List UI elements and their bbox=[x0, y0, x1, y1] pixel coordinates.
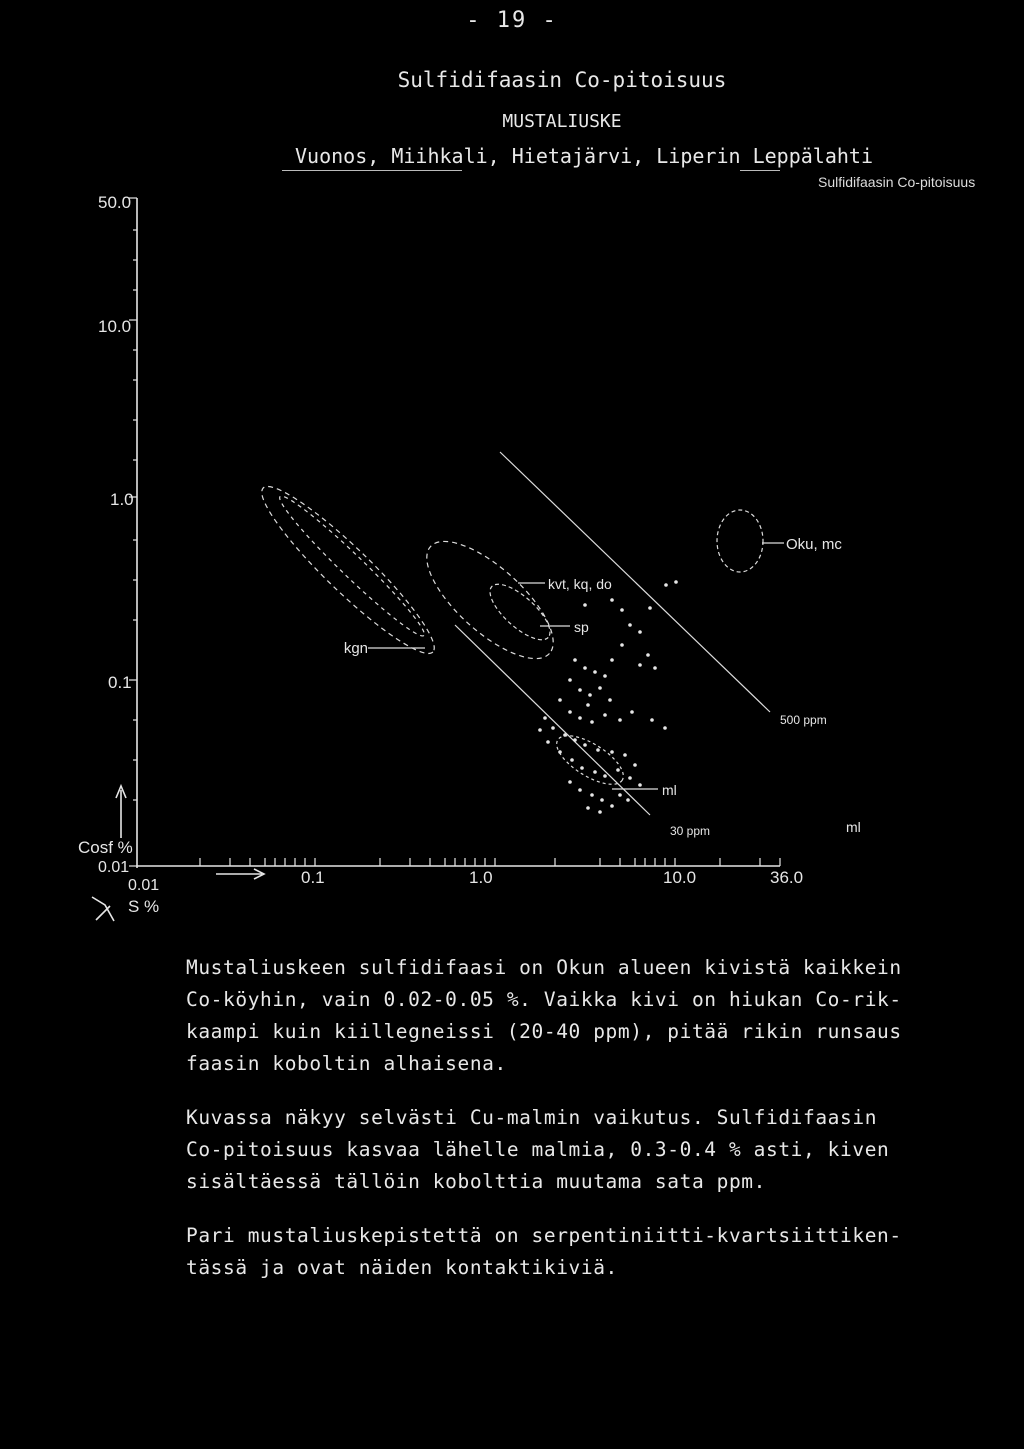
sp-region-outline bbox=[482, 575, 559, 648]
y-tick-label: 0.01 bbox=[98, 859, 130, 876]
corner-marker bbox=[92, 897, 114, 921]
text-line: kaampi kuin kiillegneissi (20-40 ppm), pitää rikin runsaus bbox=[186, 1020, 902, 1043]
data-point bbox=[638, 663, 642, 667]
x-axis-label: S % bbox=[128, 897, 160, 916]
y-tick-label: 10.0 bbox=[98, 317, 132, 336]
data-point bbox=[568, 710, 572, 714]
x-tick-label: 10.0 bbox=[663, 868, 697, 887]
annotation-oku: Oku, mc bbox=[786, 536, 842, 553]
corner-marker-stroke bbox=[96, 906, 110, 920]
data-point bbox=[610, 750, 614, 754]
data-point bbox=[646, 653, 650, 657]
data-point bbox=[653, 666, 657, 670]
body-text bbox=[186, 952, 966, 1284]
y-axis-label: Cosf % bbox=[78, 838, 133, 857]
page-number: - 19 - bbox=[466, 8, 558, 33]
data-point bbox=[626, 798, 630, 802]
data-point bbox=[638, 783, 642, 787]
text-line: Co-köyhin, vain 0.02-0.05 %. Vaikka kivi on hiukan Co-rik- bbox=[186, 988, 902, 1011]
annotation-kvt: kvt, kq, do bbox=[548, 576, 612, 592]
data-point bbox=[610, 804, 614, 808]
paragraph bbox=[186, 1220, 966, 1284]
data-point bbox=[650, 718, 654, 722]
y-tick-label: 0.1 bbox=[108, 673, 132, 692]
kgn-inner-outline bbox=[272, 489, 431, 644]
data-point bbox=[593, 770, 597, 774]
data-point bbox=[663, 726, 667, 730]
data-point bbox=[583, 743, 587, 747]
data-point bbox=[588, 693, 592, 697]
x-tick-label: 0.01 bbox=[128, 877, 160, 894]
data-point bbox=[583, 603, 587, 607]
text-line: Pari mustaliuskepistettä on serpentiniitti-kvartsiittiken- bbox=[186, 1224, 902, 1247]
figure-locations: Vuonos, Miihkali, Hietajärvi, Liperin Leppälahti bbox=[295, 144, 873, 168]
text-line: Kuvassa näkyy selvästi Cu-malmin vaikutus. Sulfidifaasin bbox=[186, 1106, 878, 1129]
data-point bbox=[603, 674, 607, 678]
figure-title: Sulfidifaasin Co-pitoisuus bbox=[397, 68, 727, 92]
data-point bbox=[551, 726, 555, 730]
annotation-30ppm: 30 ppm bbox=[670, 824, 711, 838]
data-point bbox=[610, 598, 614, 602]
data-point bbox=[573, 738, 577, 742]
data-point bbox=[598, 686, 602, 690]
data-point bbox=[616, 768, 620, 772]
annotation-ml-legend: ml bbox=[846, 819, 861, 835]
data-point bbox=[568, 678, 572, 682]
data-point bbox=[586, 806, 590, 810]
data-point bbox=[618, 718, 622, 722]
oku-region-outline bbox=[717, 510, 763, 572]
data-point bbox=[628, 776, 632, 780]
data-point bbox=[568, 780, 572, 784]
data-point bbox=[573, 658, 577, 662]
annotation-500ppm: 500 ppm bbox=[780, 713, 827, 727]
data-point bbox=[593, 670, 597, 674]
text-line: Mustaliuskeen sulfidifaasi on Okun alueen kivistä kaikkein bbox=[186, 956, 902, 979]
data-point bbox=[618, 793, 622, 797]
data-point bbox=[598, 810, 602, 814]
data-point bbox=[610, 658, 614, 662]
data-point bbox=[603, 713, 607, 717]
kvt-region-outline bbox=[409, 523, 571, 678]
data-point bbox=[664, 583, 668, 587]
chart-label: Sulfidifaasin Co-pitoisuus bbox=[818, 174, 976, 190]
data-point bbox=[546, 740, 550, 744]
data-point bbox=[570, 758, 574, 762]
data-point bbox=[638, 630, 642, 634]
isoline-500ppm bbox=[500, 452, 770, 712]
data-point bbox=[558, 750, 562, 754]
text-line: tässä ja ovat näiden kontaktikiviä. bbox=[186, 1256, 618, 1279]
text-line: sisältäessä tällöin kobolttia muutama sata ppm. bbox=[186, 1170, 766, 1193]
data-point bbox=[630, 710, 634, 714]
data-point bbox=[538, 728, 542, 732]
y-tick-label: 50.0 bbox=[98, 193, 132, 212]
kgn-region-outline bbox=[248, 472, 448, 668]
text-line: faasin koboltin alhaisena. bbox=[186, 1052, 507, 1075]
paragraph bbox=[186, 1102, 966, 1198]
data-point bbox=[628, 623, 632, 627]
y-tick-label: 1.0 bbox=[110, 490, 134, 509]
data-point bbox=[578, 788, 582, 792]
annotation-sp: sp bbox=[574, 619, 589, 635]
data-point bbox=[583, 666, 587, 670]
data-point bbox=[558, 698, 562, 702]
data-point bbox=[590, 720, 594, 724]
figure-subtitle: MUSTALIUSKE bbox=[502, 111, 622, 132]
annotation-kgn: kgn bbox=[343, 640, 368, 657]
data-point bbox=[620, 608, 624, 612]
data-point bbox=[580, 766, 584, 770]
data-point bbox=[603, 774, 607, 778]
data-point bbox=[620, 643, 624, 647]
data-point bbox=[674, 580, 678, 584]
text-line: Co-pitoisuus kasvaa lähelle malmia, 0.3-0.4 % asti, kiven bbox=[186, 1138, 890, 1161]
data-point bbox=[578, 688, 582, 692]
data-point bbox=[600, 798, 604, 802]
paragraph bbox=[186, 952, 966, 1080]
data-point bbox=[608, 698, 612, 702]
data-point bbox=[543, 716, 547, 720]
data-point bbox=[586, 703, 590, 707]
x-tick-label: 1.0 bbox=[469, 868, 493, 887]
data-point bbox=[578, 716, 582, 720]
data-point bbox=[633, 763, 637, 767]
data-point bbox=[648, 606, 652, 610]
data-point bbox=[563, 733, 567, 737]
data-point bbox=[623, 753, 627, 757]
x-tick-label: 36.0 bbox=[770, 868, 804, 887]
data-point bbox=[590, 793, 594, 797]
x-tick-label: 0.1 bbox=[301, 868, 325, 887]
annotation-ml: ml bbox=[662, 782, 677, 798]
data-point bbox=[596, 748, 600, 752]
